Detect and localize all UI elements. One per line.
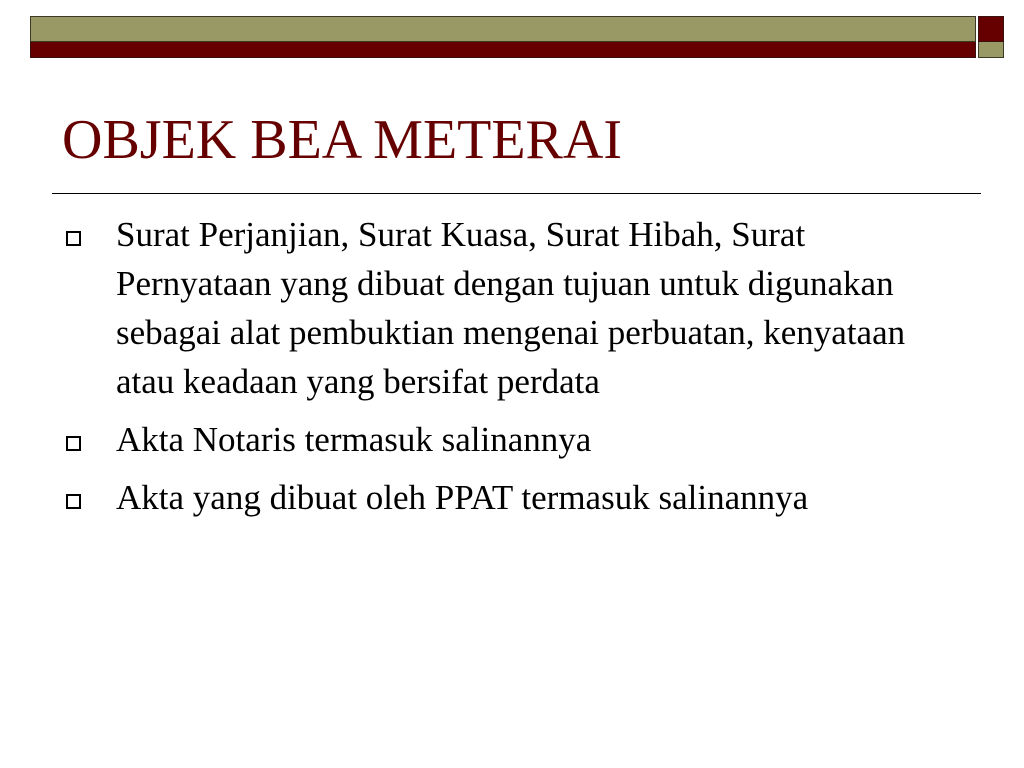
hollow-square-bullet-icon — [66, 231, 81, 246]
header-decoration — [30, 16, 978, 58]
bullet-item — [66, 415, 966, 464]
hollow-square-bullet-icon — [66, 494, 81, 509]
header-red-band — [30, 42, 976, 58]
header-olive-band — [30, 16, 976, 42]
bullet-list — [66, 210, 966, 531]
slide-title: OBJEK BEA METERAI — [62, 109, 622, 171]
bullet-text: Surat Perjanjian, Surat Kuasa, Surat Hibah, Surat Pernyataan yang dibuat dengan tujuan untuk digunakan sebagai alat pembuktian mengenai perbuatan, kenyataan atau keadaan yang bersifat perdata — [116, 215, 906, 401]
bullet-item — [66, 210, 966, 406]
corner-olive-square — [978, 42, 1004, 58]
bullet-text: Akta Notaris termasuk salinannya — [116, 420, 592, 459]
bullet-item — [66, 473, 966, 522]
corner-red-square — [978, 16, 1004, 42]
bullet-text: Akta yang dibuat oleh PPAT termasuk salinannya — [116, 478, 809, 517]
hollow-square-bullet-icon — [66, 436, 81, 451]
title-divider — [52, 193, 981, 194]
